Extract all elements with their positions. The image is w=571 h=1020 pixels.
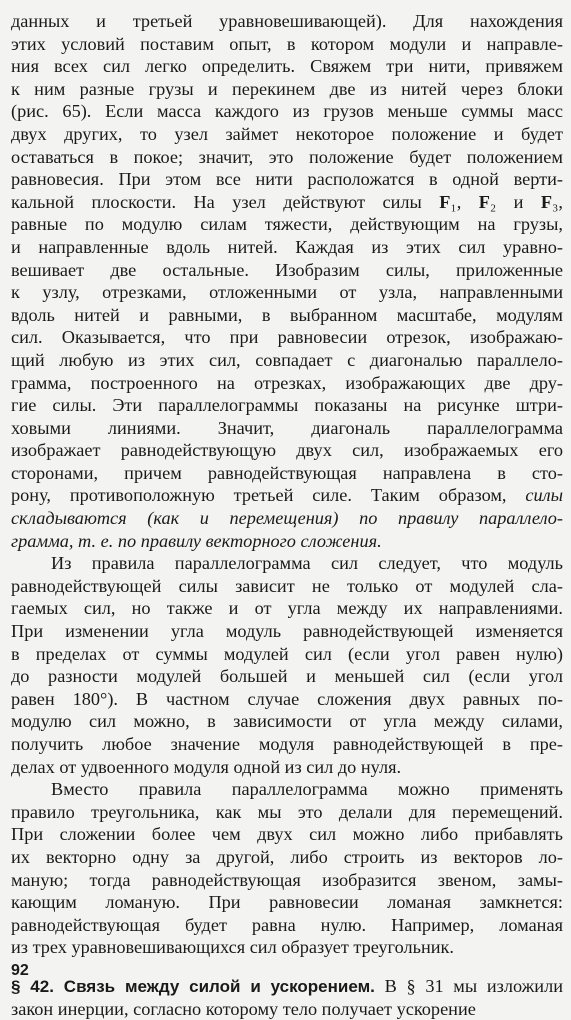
text-line: Вместо правила параллелограмма можно применять bbox=[51, 779, 563, 800]
paragraph-resultant-modulus bbox=[11, 552, 563, 778]
text-line: оставаться в покое; значит, это положение будет положением bbox=[11, 146, 563, 167]
text-line: равнодействующей силы зависит не только от модулей сла- bbox=[11, 575, 563, 596]
text-line: из трех уравновешивающихся сил образует треугольник. bbox=[11, 937, 454, 958]
text-line: в пределах от суммы модулей сил (если угол равен нулю) bbox=[11, 643, 563, 664]
text-line: При сложении более чем двух сил можно либо прибавлять bbox=[11, 824, 563, 845]
text-line: Из правила параллелограмма сил следует, что модуль bbox=[51, 553, 563, 574]
text-line: ния всех сил легко определить. Свяжем три нити, привяжем bbox=[11, 56, 563, 77]
text-line: этих условий поставим опыт, в котором модули и направле- bbox=[11, 33, 563, 54]
text-line: делах от удвоенного модуля одной из сил до нуля. bbox=[11, 756, 402, 777]
text-line: равновесия. При этом все нити расположатся в одной верти- bbox=[11, 169, 563, 190]
text-line: рону, противоположную третьей силе. Таким образом, силы bbox=[11, 485, 563, 506]
text-line: маную; тогда равнодействующая изобразится звеном, замы- bbox=[11, 869, 563, 890]
text-line: к узлу, отрезками, отложенными от узла, направленными bbox=[11, 282, 563, 303]
text-line: данных и третьей уравновешивающей). Для нахождения bbox=[11, 11, 563, 31]
text-line: При изменении угла модуль равнодействующей изменяется bbox=[11, 621, 563, 642]
text-line: к ним разные грузы и перекинем две из нитей через блоки bbox=[11, 78, 563, 99]
text-line: ховыми линиями. Значит, диагональ параллелограмма bbox=[11, 417, 563, 438]
text-line: сторонами, причем равнодействующая направлена в сто- bbox=[11, 462, 563, 483]
text-line: получить любое значение модуля равнодействующей в пре- bbox=[11, 734, 563, 754]
text-line: гие силы. Эти параллелограммы показаны на рисунке штри- bbox=[11, 395, 563, 416]
text-line: щий любую из этих сил, совпадает с диагональю параллело- bbox=[11, 349, 563, 370]
text-line: равнодействующая будет равна нулю. Например, ломаная bbox=[11, 914, 563, 935]
text-line: модулю сил можно, в зависимости от угла между силами, bbox=[11, 711, 563, 732]
page-number: 92 bbox=[11, 962, 29, 979]
text-line: и направленные вдоль нитей. Каждая из этих сил уравно- bbox=[11, 236, 563, 257]
text-line: (рис. 65). Если масса каждого из грузов меньше суммы масс bbox=[11, 101, 563, 122]
paragraph-forces-equilibrium bbox=[11, 10, 563, 552]
text-line: гаемых сил, но также и от угла между их направлениями. bbox=[11, 598, 563, 619]
text-line: складываются (как и перемещения) по правилу параллело- bbox=[11, 508, 563, 529]
text-line: грамма, построенного на отрезках, изображающих две дру- bbox=[11, 372, 563, 393]
text-line: изображает равнодействующую двух сил, изображаемых его bbox=[11, 440, 563, 461]
section-title: § 42. Связь между силой и ускорением. bbox=[11, 976, 375, 996]
section-title-continuation: В § 31 мы изложили bbox=[374, 975, 563, 996]
section-heading-line bbox=[11, 975, 563, 998]
text-line: кающим ломаную. При равновесии ломаная замкнется: bbox=[11, 892, 563, 913]
section-body-line: закон инерции, согласно которому тело получает ускорение bbox=[11, 998, 476, 1019]
text-line: вешивает две остальные. Изобразим силы, приложенные bbox=[11, 259, 563, 280]
text-line: их векторно одну за другой, либо строить из векторов ло- bbox=[11, 846, 563, 867]
text-line: равные по модулю силам тяжести, действующим на грузы, bbox=[11, 214, 563, 235]
text-line: правило треугольника, как мы это делали для перемещений. bbox=[11, 801, 563, 822]
section-gap bbox=[11, 959, 563, 975]
text-line: равен 180°). В частном случае сложения двух равных по- bbox=[11, 688, 563, 709]
text-line: кальной плоскости. На узел действуют силы F₁, F₂ и F₃, bbox=[11, 191, 563, 212]
text-line: до разности модулей большей и меньшей сил (если угол bbox=[11, 666, 563, 687]
paragraph-triangle-rule bbox=[11, 778, 563, 959]
text-line: двух других, то узел займет некоторое положение и будет bbox=[11, 123, 563, 144]
text-line: вдоль нитей и равными, в выбранном масштабе, модулям bbox=[11, 304, 563, 325]
text-line: грамма, т. е. по правилу векторного сложения. bbox=[11, 530, 382, 551]
text-line: сил. Оказывается, что при равновесии отрезок, изображаю- bbox=[11, 327, 563, 348]
